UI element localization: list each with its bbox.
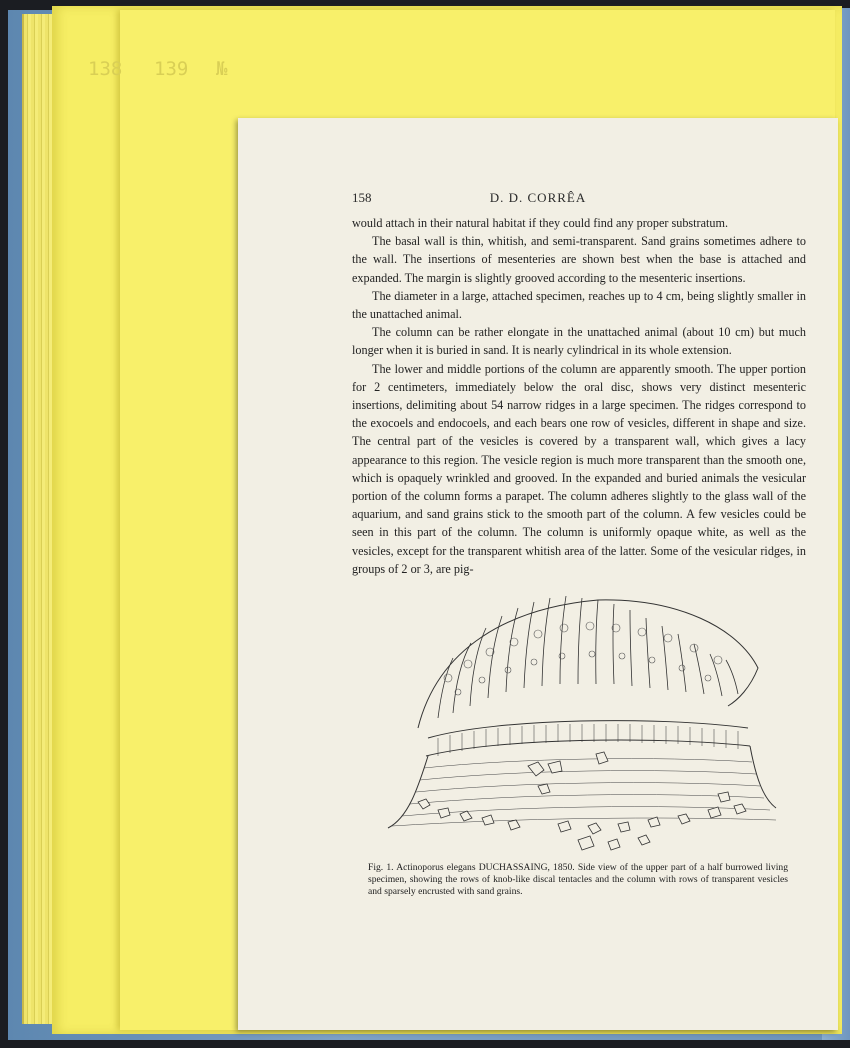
paragraph-3: The diameter in a large, attached specimen, reaches up to 4 cm, being slightly smaller in the unattached animal. bbox=[352, 288, 806, 322]
sea-anemone-illustration bbox=[378, 588, 778, 858]
document-page bbox=[238, 118, 838, 1030]
page-header bbox=[238, 190, 838, 208]
paragraph-1: would attach in their natural habitat if they could find any proper substratum. bbox=[352, 216, 729, 230]
page-number: 158 bbox=[352, 190, 372, 205]
paragraph-5: The lower and middle portions of the column are apparently smooth. The upper portion for 2 centimeters, immediately below the oral disc, shows very distinct mesenteric insertions, delimiting about 54 narrow ridges in a large specimen. The ridges correspond to the exocoels and endocoels, and each bears one row of vesicles, different in shape and size. The central part of the vesicles is covered by a transparent wall, which gives a lacy appearance to this region. The vesicle region is much more transparent than the smooth one, which is opaquely wrinkled and grooved. In the expanded and buried animals the vesicular portion of the column forms a parapet. The column adheres slightly to the glass wall of the aquarium, and sand grains stick to the smooth part of the column. A few vesicles could be seen in this part of the column. The column is uniformly opaque white, as well as the vesicles, except for the transparent whitish area of the latter. Some of the vesicular ridges, in groups of 2 or 3, are pig- bbox=[352, 361, 806, 576]
paragraph-2: The basal wall is thin, whitish, and semi-transparent. Sand grains sometimes adhere to the wall. The insertions of mesenteries are shown best when the base is attached and expanded. The margin is slightly grooved according to the mesenteric insertions. bbox=[352, 234, 806, 285]
body-text bbox=[352, 214, 806, 578]
paragraph-4: The column can be rather elongate in the unattached animal (about 10 cm) but much longer when it is buried in sand. It is nearly cylindrical in its whole extension. bbox=[352, 325, 806, 358]
binder-number-1: 138 bbox=[88, 58, 123, 80]
binder-numbers bbox=[88, 58, 288, 82]
binder-number-2: 139 bbox=[154, 58, 189, 80]
binder-number-3: № bbox=[216, 58, 228, 80]
running-head: D. D. CORRÊA bbox=[489, 190, 587, 205]
figure-caption: Fig. 1. Actinoporus elegans DUCHASSAING, 1850. Side view of the upper part of a half burrowed living specimen, showing the rows of knob-like discal tentacles and the column with rows of transparent vesicles and sparsely encrusted with sand grains. bbox=[368, 862, 788, 898]
